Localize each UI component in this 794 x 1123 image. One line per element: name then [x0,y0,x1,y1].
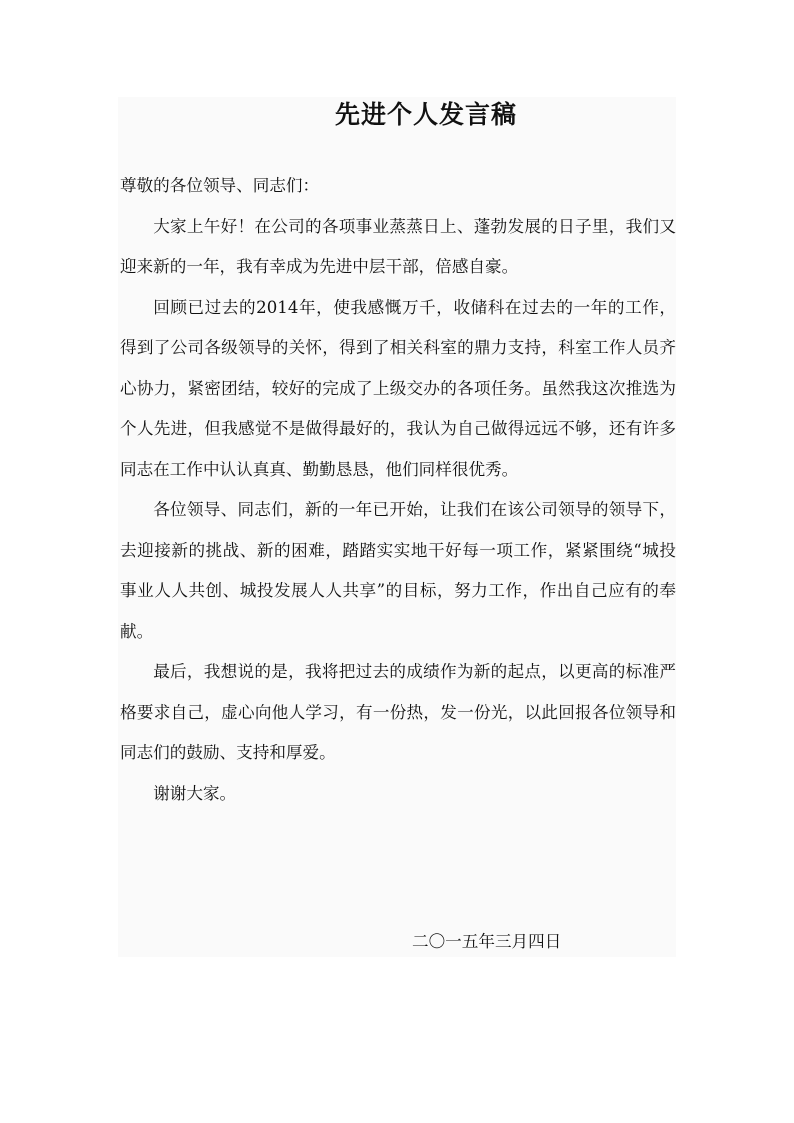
paragraph-thanks: 谢谢大家。 [153,783,237,803]
paragraph-outlook: 各位领导、同志们，新的一年已开始，让我们在该公司领导的领导下，去迎接新的挑战、新的困难，踏踏实实地干好每一项工作，紧紧围绕“城投事业人人共创、城投发展人人共享”的目标，努力工作，作出自己应有的奉献。 [120,500,676,641]
document-title: 先进个人发言稿 [334,100,517,129]
paragraph-closing: 最后，我想说的是，我将把过去的成绩作为新的起点，以更高的标准严格要求自己，虚心向他人学习，有一份热，发一份光，以此回报各位领导和同志们的鼓励、支持和厚爱。 [120,662,676,762]
document-date: 二〇一五年三月四日 [412,932,562,951]
salutation: 尊敬的各位领导、同志们： [120,176,320,195]
paragraph-greeting: 大家上午好！在公司的各项事业蒸蒸日上、蓬勃发展的日子里，我们又迎来新的一年，我有幸成为先进中层干部，倍感自豪。 [120,216,676,276]
document-body [120,166,676,814]
paragraph-review: 回顾已过去的2014年，使我感慨万千，收储科在过去的一年的工作，得到了公司各级领导的关怀，得到了相关科室的鼎力支持，科室工作人员齐心协力，紧密团结，较好的完成了上级交办的各项任务。虽然我这次推选为个人先进，但我感觉不是做得最好的，我认为自己做得远远不够，还有许多同志在工作中认认真真、勤勤恳恳，他们同样很优秀。 [120,297,676,479]
